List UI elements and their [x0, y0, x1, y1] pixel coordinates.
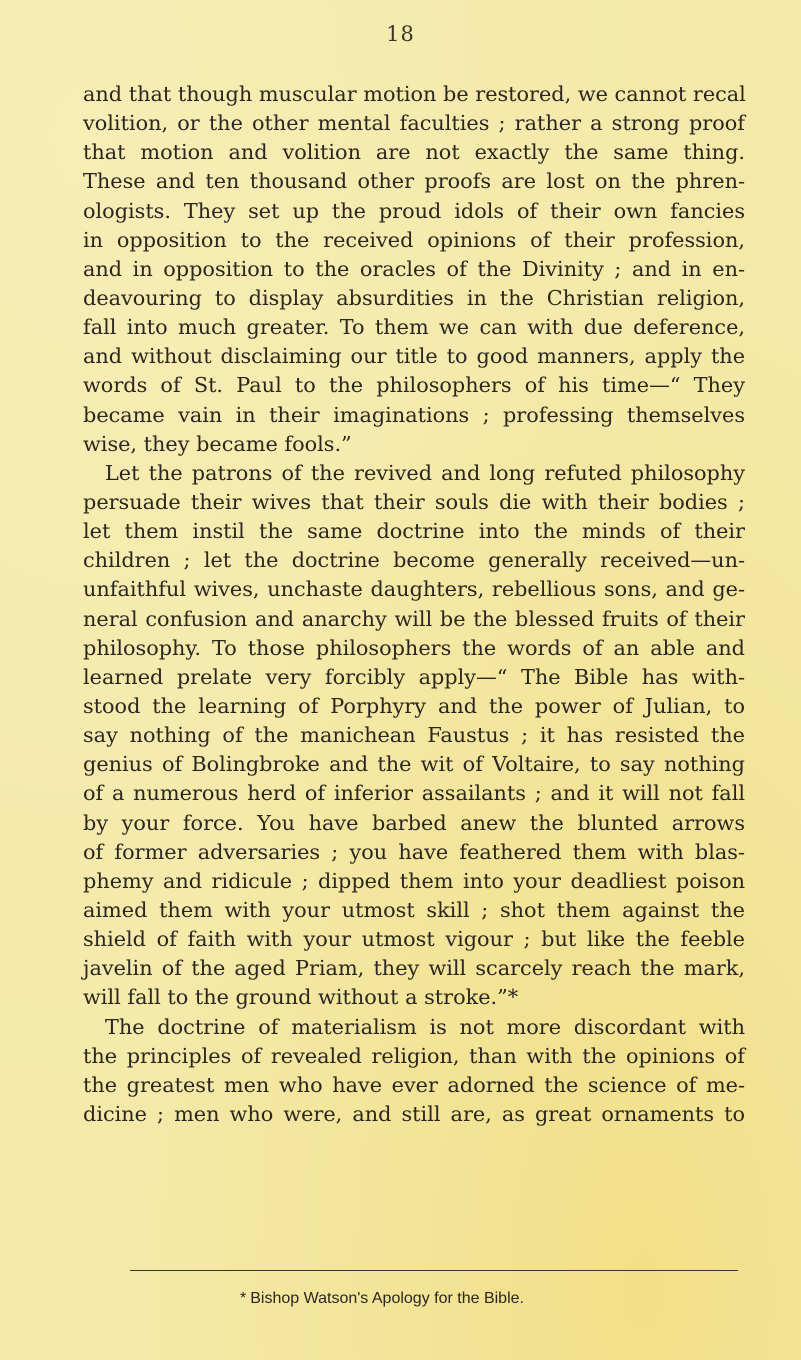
- footnote: [240, 1290, 524, 1308]
- text-line: say nothing of the manichean Faustus ; it has resisted the: [83, 723, 745, 748]
- text-line: learned prelate very forcibly apply—“ The Bible has with-: [83, 664, 745, 689]
- paragraph-start-line: Let the patrons of the revived and long refuted philosophy: [105, 460, 745, 485]
- text-line: neral confusion and anarchy will be the blessed fruits of their: [83, 606, 745, 631]
- text-line: by your force. You have barbed anew the blunted arrows: [83, 810, 745, 835]
- text-line: and that though muscular motion be restored, we cannot recal: [83, 82, 746, 106]
- footnote-text: Bishop Watson's Apology for the Bible.: [250, 1290, 524, 1307]
- text-line: will fall to the ground without a stroke.”*: [83, 985, 519, 1010]
- text-line: persuade their wives that their souls die with their bodies ;: [83, 489, 745, 514]
- text-line: in opposition to the received opinions of their profession,: [83, 227, 745, 252]
- text-line: the principles of revealed religion, than with the opinions of: [83, 1043, 745, 1068]
- text-line: javelin of the aged Priam, they will scarcely reach the mark,: [83, 956, 745, 981]
- text-line: aimed them with your utmost skill ; shot them against the: [83, 897, 745, 922]
- body-text: [83, 80, 745, 1129]
- text-line: and in opposition to the oracles of the Divinity ; and in en-: [83, 256, 745, 281]
- text-line: children ; let the doctrine become generally received—un-: [83, 548, 745, 573]
- text-line: and without disclaiming our title to good manners, apply the: [83, 344, 745, 369]
- text-line: of former adversaries ; you have feathered them with blas-: [83, 839, 745, 864]
- text-line: unfaithful wives, unchaste daughters, rebellious sons, and ge-: [83, 577, 745, 602]
- footnote-mark: *: [240, 1290, 247, 1307]
- text-line: stood the learning of Porphyry and the power of Julian, to: [83, 693, 745, 718]
- text-line: volition, or the other mental faculties ; rather a strong proof: [83, 111, 745, 136]
- text-line: deavouring to display absurdities in the Christian religion,: [83, 285, 745, 310]
- footnote-divider: [130, 1270, 738, 1271]
- text-line: words of St. Paul to the philosophers of his time—“ They: [83, 373, 745, 398]
- text-line: ologists. They set up the proud idols of their own fancies: [83, 198, 745, 223]
- text-line: of a numerous herd of inferior assailants ; and it will not fall: [83, 781, 745, 806]
- text-line: philosophy. To those philosophers the words of an able and: [83, 635, 745, 660]
- paragraph-start-line: The doctrine of materialism is not more discordant with: [105, 1014, 745, 1039]
- text-line: genius of Bolingbroke and the wit of Voltaire, to say nothing: [83, 752, 745, 777]
- text-line: phemy and ridicule ; dipped them into your deadliest poison: [83, 868, 745, 893]
- page-number: 18: [386, 22, 415, 46]
- text-line: became vain in their imaginations ; professing themselves: [83, 402, 745, 427]
- text-line: fall into much greater. To them we can with due deference,: [83, 315, 745, 340]
- text-line: the greatest men who have ever adorned the science of me-: [83, 1072, 745, 1097]
- text-line: shield of faith with your utmost vigour ; but like the feeble: [83, 927, 745, 952]
- text-line: let them instil the same doctrine into the minds of their: [83, 519, 745, 544]
- text-line: that motion and volition are not exactly the same thing.: [83, 140, 745, 165]
- text-line: These and ten thousand other proofs are lost on the phren-: [83, 169, 745, 194]
- text-line: dicine ; men who were, and still are, as great ornaments to: [83, 1101, 745, 1126]
- text-line: wise, they became fools.”: [83, 431, 352, 456]
